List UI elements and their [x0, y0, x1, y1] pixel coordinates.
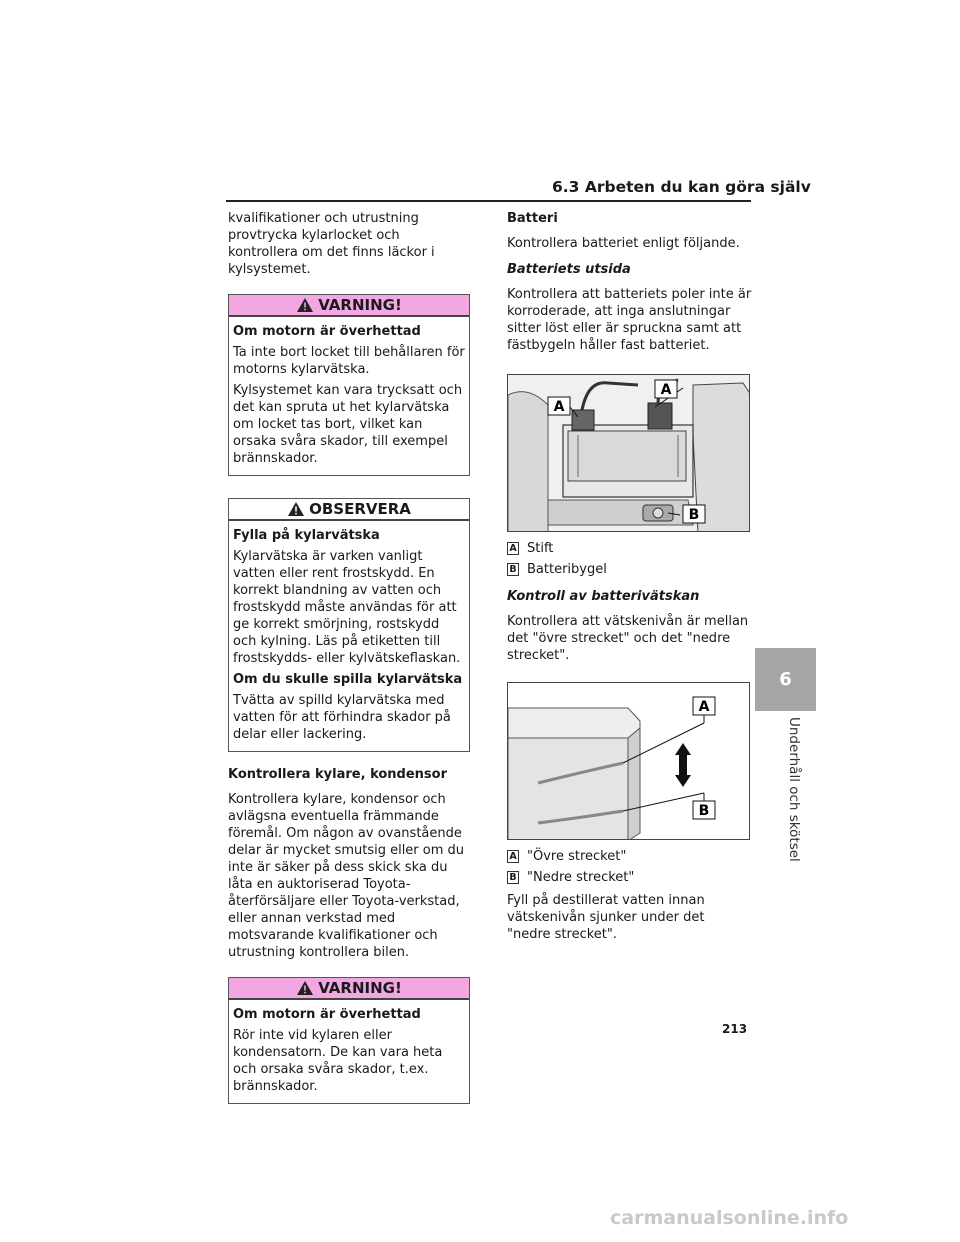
- fig2-label-a: A: [698, 699, 710, 715]
- notice-text: Tvätta av spilld kylarvätska med vatten för att förhindra skador på delar eller lackering.: [233, 693, 451, 742]
- warning-text: Ta inte bort locket till behållaren för motorns kylarvätska.: [233, 345, 465, 377]
- radiator-text: Kontrollera kylare, kondensor och avlägsna eventuella främmande föremål. Om någon av ovanstående delar är mycket smutsig eller om du inte är säker på dess skick ska du låta en auktoriserad Toyota-återförsäljare eller Toyota-verkstad, eller annan verkstad med motsvarande kvalifikationer och utrustning kontrollera bilen.: [228, 792, 465, 960]
- warning-heading: Om motorn är överhettad: [233, 1007, 421, 1022]
- legend-text: Stift: [527, 541, 554, 556]
- notice-box: [228, 498, 470, 752]
- fig1-label-b: B: [688, 507, 700, 523]
- left-column: [228, 210, 470, 1120]
- warning-title: VARNING!: [318, 978, 402, 997]
- legend-item: [507, 561, 752, 578]
- legend-text: "Nedre strecket": [527, 870, 635, 885]
- legend-text: Batteribygel: [527, 562, 607, 577]
- battery-exterior-text: Kontrollera att batteriets poler inte är korroderade, att inga anslutningar sitter löst eller är spruckna samt att fästbygeln håller fast batteriet.: [507, 287, 752, 353]
- notice-header: [229, 499, 469, 521]
- battery-figure: [507, 374, 750, 532]
- right-column: [507, 210, 752, 952]
- fig1-label-a: A: [660, 382, 672, 398]
- legend-text: "Övre strecket": [527, 849, 627, 864]
- fluid-heading: Kontroll av batterivätskan: [507, 589, 700, 604]
- warning-title: VARNING!: [318, 295, 402, 314]
- notice-title: OBSERVERA: [309, 499, 411, 518]
- header-rule: [226, 200, 751, 202]
- page-number: 213: [722, 1022, 748, 1036]
- fig2-label-b: B: [698, 803, 710, 819]
- refill-text: Fyll på destillerat vatten innan vätskenivån sjunker under det "nedre strecket".: [507, 893, 705, 942]
- legend-item: [507, 869, 752, 886]
- battery-heading: Batteri: [507, 211, 558, 226]
- notice-text: Kylarvätska är varken vanligt vatten eller rent frostskydd. En korrekt blandning av vatten och frostskydd måste användas för att ge korrekt smörjning, rostskydd och kylning. Läs på etiketten till frostskydds- eller kylvätskeflaskan.: [233, 549, 461, 666]
- chapter-tab: 6: [755, 648, 816, 711]
- legend-item: [507, 540, 752, 557]
- fluid-level-figure: [507, 682, 750, 840]
- warning-text: Rör inte vid kylaren eller kondensatorn. De kan vara heta och orsaka svåra skador, t.ex. brännskador.: [233, 1028, 443, 1094]
- caution-icon: [287, 501, 305, 517]
- fig1-label-a: A: [553, 399, 565, 415]
- legend-key: B: [507, 563, 519, 576]
- watermark: carmanualsonline.info: [610, 1207, 849, 1229]
- battery-exterior-heading: Batteriets utsida: [507, 262, 631, 277]
- legend-key: A: [507, 850, 519, 863]
- battery-intro: Kontrollera batteriet enligt följande.: [507, 236, 740, 251]
- fluid-level-illustration: [508, 683, 750, 840]
- notice-heading: Fylla på kylarvätska: [233, 528, 380, 543]
- warning-text: Kylsystemet kan vara trycksatt och det kan spruta ut het kylarvätska om locket tas bort, vilket kan orsaka svåra skador, till exempel brännskador.: [233, 383, 463, 466]
- warning-header: [229, 978, 469, 1000]
- section-title: 6.3 Arbeten du kan göra själv: [552, 178, 811, 196]
- warning-icon: [296, 980, 314, 996]
- legend-key: A: [507, 542, 519, 555]
- warning-heading: Om motorn är överhettad: [233, 324, 421, 339]
- notice-heading: Om du skulle spilla kylarvätska: [233, 672, 463, 687]
- radiator-heading: Kontrollera kylare, kondensor: [228, 767, 448, 782]
- chapter-label: Underhåll och skötsel: [786, 717, 802, 862]
- fluid-text: Kontrollera att vätskenivån är mellan det "övre strecket" och det "nedre strecket".: [507, 614, 749, 663]
- legend-key: B: [507, 871, 519, 884]
- warning-icon: [296, 297, 314, 313]
- battery-illustration: [508, 375, 750, 532]
- intro-text: kvalifikationer och utrustning provtrycka kylarlocket och kontrollera om det finns läckor i kylsystemet.: [228, 211, 435, 277]
- legend-item: [507, 848, 752, 865]
- warning-box: [228, 294, 470, 476]
- warning-header: [229, 295, 469, 317]
- warning-box: [228, 977, 470, 1104]
